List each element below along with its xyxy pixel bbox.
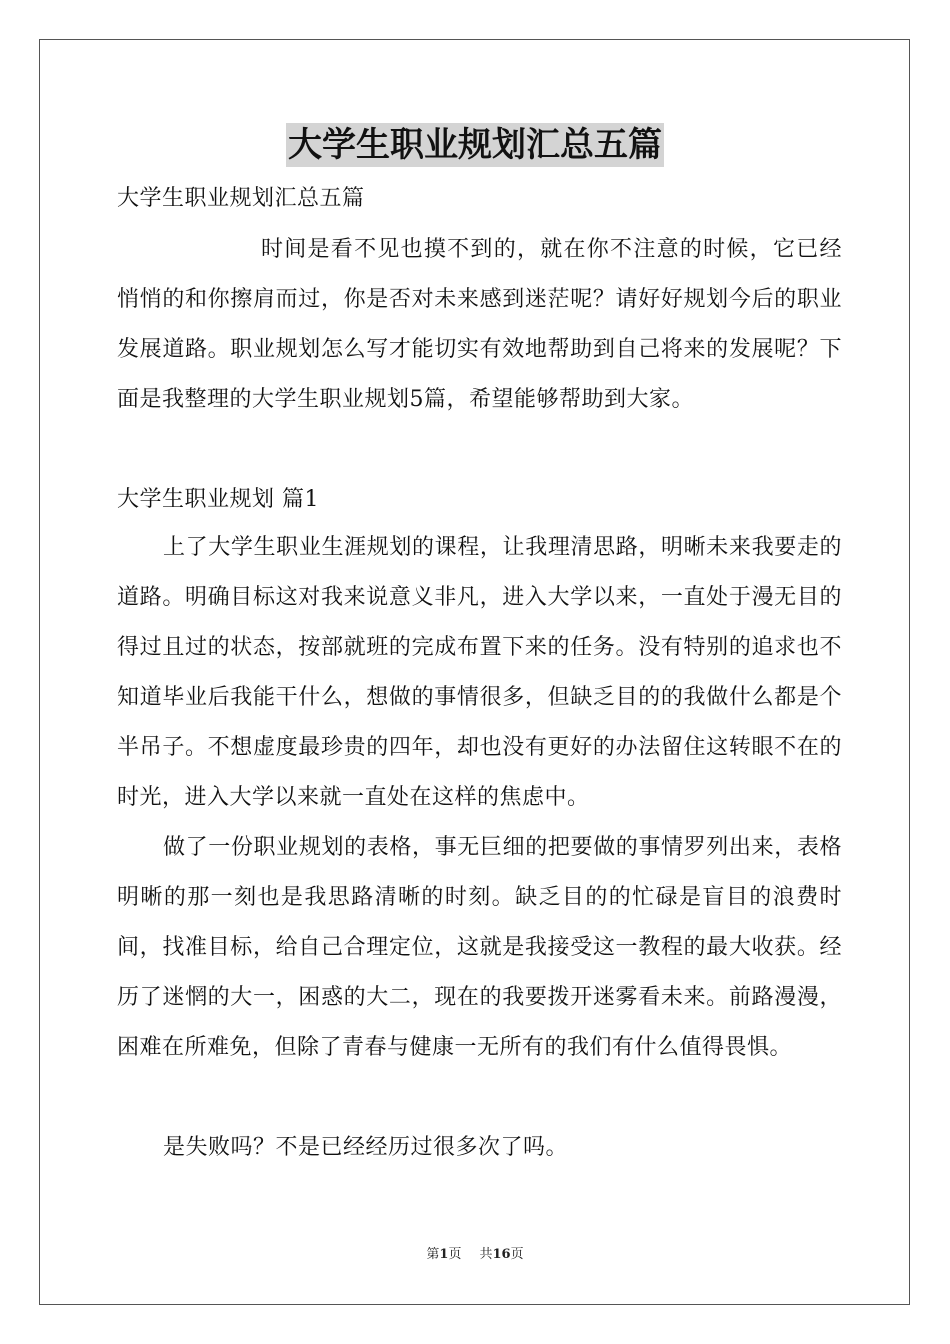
total-prefix: 共 bbox=[479, 1247, 493, 1262]
title-container bbox=[0, 123, 950, 167]
intro-paragraph: 时间是看不见也摸不到的，就在你不注意的时候，它已经悄悄的和你擦肩而过，你是否对未来感到迷茫呢？请好好规划今后的职业发展道路。职业规划怎么写才能切实有效地帮助到自己将来的发展呢？下面是我整理的大学生职业规划5篇，希望能够帮助到大家。 bbox=[117, 237, 842, 412]
page-current: 1 bbox=[439, 1247, 449, 1262]
page-total: 16 bbox=[492, 1247, 511, 1262]
total-unit: 页 bbox=[510, 1247, 524, 1262]
document-title: 大学生职业规划汇总五篇 bbox=[288, 125, 662, 165]
page-unit: 页 bbox=[448, 1247, 462, 1262]
page-footer bbox=[0, 1246, 950, 1264]
paragraph: 是失败吗？不是已经经历过很多次了吗。 bbox=[163, 1135, 569, 1160]
paragraph: 上了大学生职业生涯规划的课程，让我理清思路，明晰未来我要走的道路。明确目标这对我来说意义非凡，进入大学以来，一直处于漫无目的得过且过的状态，按部就班的完成布置下来的任务。没有特别的追求也不知道毕业后我能干什么，想做的事情很多，但缺乏目的的我做什么都是个半吊子。不想虚度最珍贵的四年，却也没有更好的办法留住这转眼不在的时光，进入大学以来就一直处在这样的焦虑中。 bbox=[117, 535, 842, 810]
document-subtitle: 大学生职业规划汇总五篇 bbox=[117, 186, 365, 211]
page-prefix: 第 bbox=[426, 1247, 440, 1262]
paragraph: 做了一份职业规划的表格，事无巨细的把要做的事情罗列出来，表格明晰的那一刻也是我思路清晰的时刻。缺乏目的的忙碌是盲目的浪费时间，找准目标，给自己合理定位，这就是我接受这一教程的最大收获。经历了迷惘的大一，困惑的大二，现在的我要拨开迷雾看未来。前路漫漫，困难在所难免，但除了青春与健康一无所有的我们有什么值得畏惧。 bbox=[117, 835, 842, 1060]
section-heading: 大学生职业规划 篇1 bbox=[117, 487, 319, 512]
